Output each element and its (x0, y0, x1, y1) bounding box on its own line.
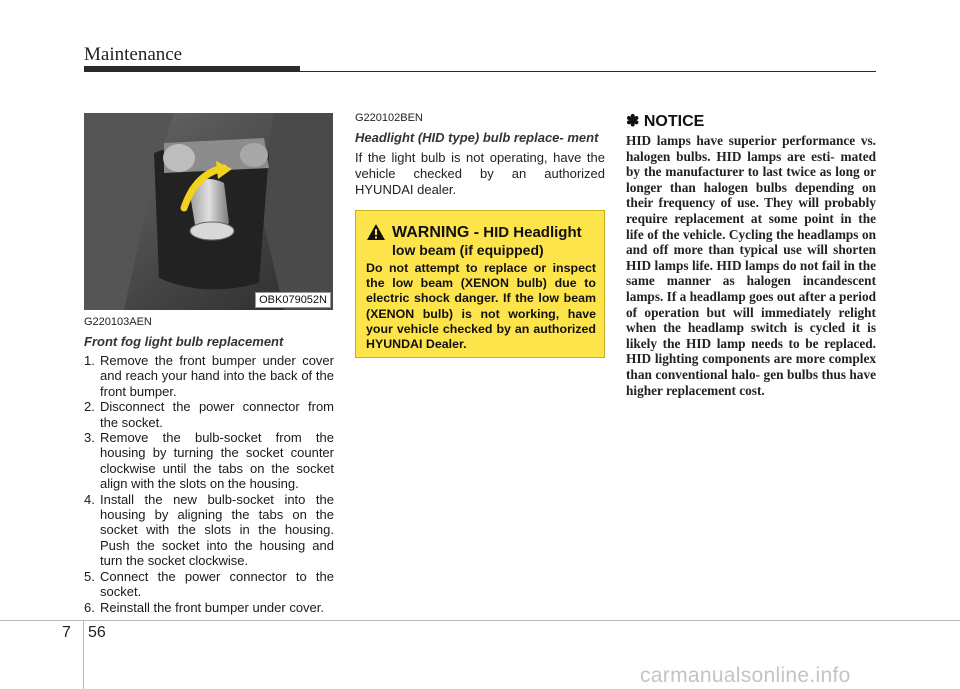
header-rule (300, 71, 876, 72)
section-body: If the light bulb is not operating, have the vehicle checked by an authorized HYUNDAI dealer. (355, 150, 605, 197)
figure-caption: OBK079052N (255, 292, 331, 308)
warning-triangle-icon (366, 223, 386, 241)
chapter-number: 7 (62, 624, 71, 641)
list-item (84, 600, 334, 615)
step-number: 5. (84, 568, 95, 584)
step-text: Remove the bulb-socket from the housing by turning the socket counter clockwise until the tabs on the socket align with the slots on the housing. (100, 430, 334, 492)
warning-label: WARNING - (392, 224, 480, 241)
step-number: 2. (84, 399, 95, 415)
step-number: 6. (84, 599, 95, 615)
warning-subtitle: low beam (if equipped) (392, 242, 544, 258)
list-item (84, 399, 334, 430)
fog-light-photo (84, 113, 333, 310)
warning-body: Do not attempt to replace or inspect the low beam (XENON bulb) due to electric shock danger. If the low beam (XENON bulb) is not working, have your vehicle checked by an authorized HYUNDAI Dealer. (366, 261, 596, 352)
watermark: carmanualsonline.info (640, 664, 851, 687)
warning-title-text: HID Headlight (483, 224, 582, 241)
list-item (84, 353, 334, 399)
notice-title: ✽ NOTICE (626, 113, 705, 130)
list-item (84, 430, 334, 492)
header-bar (84, 66, 300, 72)
fog-light-illustration (84, 113, 333, 310)
list-item (84, 492, 334, 569)
warning-title (392, 224, 582, 241)
step-text: Connect the power connector to the socket. (100, 568, 334, 600)
section-heading: Headlight (HID type) bulb replace- ment (355, 130, 599, 145)
step-text: Reinstall the front bumper under cover. (100, 599, 325, 615)
notice-body: HID lamps have superior performance vs. halogen bulbs. HID lamps are esti- mated by the manufacturer to last twice as long or longer than halogen bulbs depending on their frequency of use. They will probably require replacement at some point in the life of the vehicle. Cycling the headlamps on and off more than typical use will shorten HID lamps life. HID lamps do not fail in the same manner as halogen incandescent lamps. If a headlamp goes out after a period of operation but will immediately relight when the headlamp switch is cycled it is likely the HID lamp needs to be replaced. HID lighting components are more complex than conventional halo- gen bulbs thus have higher replacement cost. (626, 133, 876, 398)
section-code: G220102BEN (355, 112, 423, 124)
step-text: Remove the front bumper under cover and reach your hand into the back of the front bumper. (100, 353, 334, 399)
page-number: 56 (88, 624, 106, 641)
footer-divider (83, 620, 84, 689)
step-number: 1. (84, 353, 95, 368)
hid-section (355, 112, 605, 198)
step-text: Disconnect the power connector from the socket. (100, 399, 334, 430)
page-header-title: Maintenance (84, 44, 183, 65)
steps-list (84, 353, 334, 615)
fog-light-section (84, 316, 334, 615)
section-code: G220103AEN (84, 316, 152, 328)
section-heading: Front fog light bulb replacement (84, 334, 284, 349)
step-text: Install the new bulb-socket into the housing by aligning the tabs on the socket with the slots in the housing. Push the socket into the housing and turn the socket clockwise. (100, 491, 334, 569)
footer-rule (0, 620, 960, 621)
step-number: 4. (84, 491, 95, 507)
warning-box (355, 210, 605, 358)
step-number: 3. (84, 430, 95, 446)
list-item (84, 569, 334, 600)
notice-section (626, 111, 876, 398)
